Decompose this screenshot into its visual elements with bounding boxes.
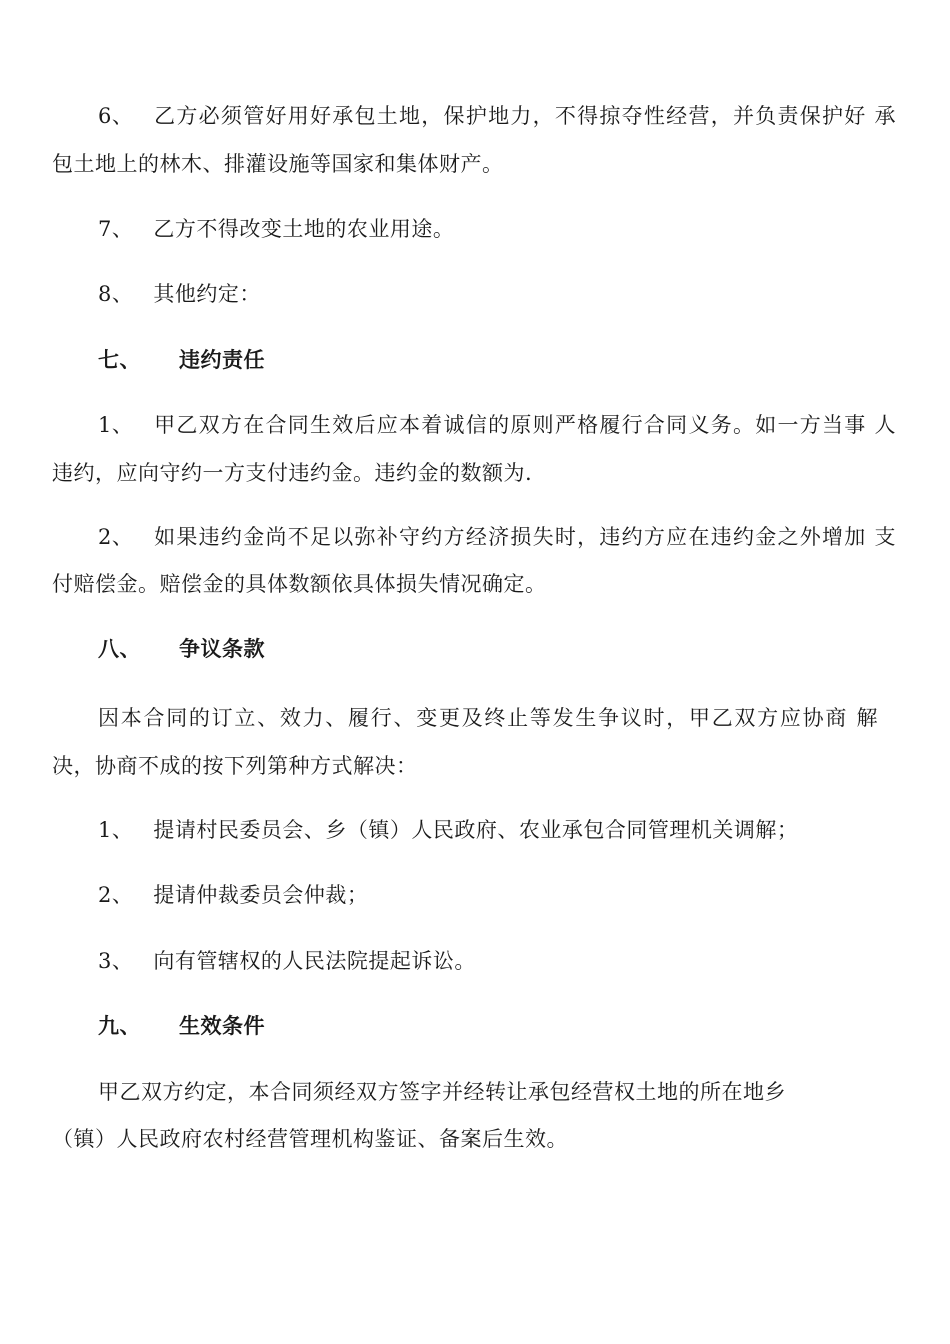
section-7-item-2-line-1 [98,522,896,552]
section-8-item-2-number: 2、 [98,883,134,907]
section-8-item-1-number: 1、 [98,818,134,842]
section-8-item-3 [98,946,476,976]
section-7-item-1-line-2: 违约，应向守约一方支付违约金。违约金的数额为. [52,461,533,485]
clause-8-number: 8、 [98,282,134,306]
clause-6-text-1: 乙方必须管好用好承包土地，保护地力，不得掠夺性经营，并负责保护好 承 [153,104,896,128]
clause-6-line-1 [98,101,896,131]
section-9-number: 九、 [98,1014,141,1038]
clause-6-number: 6、 [98,104,134,128]
clause-8 [98,279,261,309]
section-7-item-2-text-1: 如果违约金尚不足以弥补守约方经济损失时，违约方应在违约金之外增加 支 [153,525,896,549]
section-7-item-2-line-2: 付赔偿金。赔偿金的具体数额依具体损失情况确定。 [52,572,547,596]
section-9-line-2: （镇）人民政府农村经营管理机构鉴证、备案后生效。 [52,1127,568,1151]
section-7-item-2-number: 2、 [98,525,134,549]
clause-7-text: 乙方不得改变土地的农业用途。 [153,217,455,241]
section-8-item-2 [98,880,368,910]
section-8-intro-line-1: 因本合同的订立、效力、履行、变更及终止等发生争议时，甲乙双方应协商 解 [98,706,878,730]
clause-7-number: 7、 [98,217,134,241]
section-7-heading [98,345,265,375]
section-7-title: 违约责任 [179,348,265,372]
section-8-item-2-text: 提请仲裁委员会仲裁； [153,883,369,907]
section-8-title: 争议条款 [179,637,265,661]
section-8-item-1-text: 提请村民委员会、乡（镇）人民政府、农业承包合同管理机关调解； [153,818,799,842]
section-7-number: 七、 [98,348,141,372]
section-9-line-1: 甲乙双方约定，本合同须经双方签字并经转让承包经营权土地的所在地乡 [98,1080,786,1104]
clause-7 [98,214,454,244]
section-8-item-3-number: 3、 [98,949,134,973]
section-8-number: 八、 [98,637,141,661]
clause-8-text: 其他约定： [153,282,261,306]
section-8-item-1 [98,815,798,845]
section-7-item-1-line-1 [98,410,896,440]
clause-6-line-2: 包土地上的林木、排灌设施等国家和集体财产。 [52,152,504,176]
section-7-item-1-number: 1、 [98,413,134,437]
section-8-intro-line-2: 决，协商不成的按下列第种方式解决： [52,754,418,778]
section-7-item-1-text-1: 甲乙双方在合同生效后应本着诚信的原则严格履行合同义务。如一方当事 人 [153,413,896,437]
section-8-heading [98,634,265,664]
section-9-heading [98,1011,265,1041]
section-8-item-3-text: 向有管辖权的人民法院提起诉讼。 [153,949,476,973]
section-9-title: 生效条件 [179,1014,265,1038]
